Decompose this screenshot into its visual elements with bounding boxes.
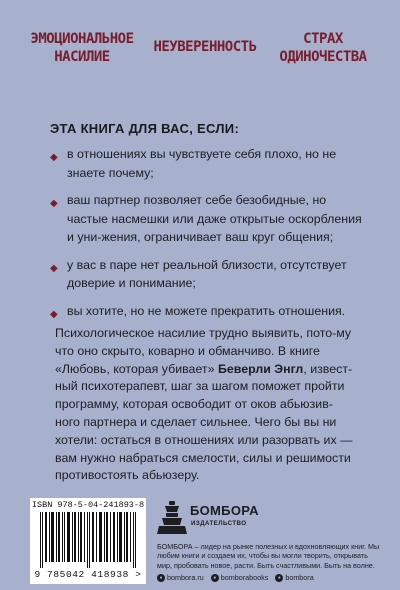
author-name: Беверли Энгл xyxy=(217,361,304,376)
tag-fear-of-loneliness xyxy=(268,30,378,66)
for-you-if-section xyxy=(50,121,370,329)
tag-line: НЕУВЕРЕННОСТЬ xyxy=(153,39,257,55)
description-part: , извест-ный психотерапевт, шаг за шагом поможет пройти программу, которая освободит от оков абьюзив-ного партнера и сделает сильнее. Чего бы вы ни хотели: остаться в отношениях или разорвать их — вам нужно набраться смелости, силы и решимости противостоять абьюзеру. xyxy=(55,361,353,483)
social-vk[interactable] xyxy=(211,573,269,582)
list-item xyxy=(50,256,370,293)
social-label: bombora.ru xyxy=(167,573,204,582)
tag-emotional-abuse xyxy=(22,30,142,66)
list-item-text: в отношениях вы чувствуете себя плохо, но не знаете почему; xyxy=(67,147,337,180)
barcode-digits: 9 785042 418938 > xyxy=(34,569,142,580)
list-item xyxy=(50,145,370,182)
tag-line: ЭМОЦИОНАЛЬНОЕ xyxy=(30,31,134,47)
list-item-text: у вас в паре нет реальной близости, отсутствует доверие и понимание; xyxy=(67,257,347,290)
tag-line: НАСИЛИЕ xyxy=(54,49,110,65)
publisher-name: БОМБОРА xyxy=(190,503,259,518)
bullet-icon: ◆ xyxy=(50,152,58,163)
list-item-text: ваш партнер позволяет себе безобидные, но частые насмешки или даже открытые оскорбления и уни-жения, ограничивает ваш круг общения; xyxy=(67,193,362,244)
description-part: Психологическое насилие трудно выявить, пото-му что оно скрыто, коварно и обманчиво. В книге «Любовь, которая убивает» xyxy=(55,326,352,376)
publisher-description: БОМБОРА – лидер на рынке полезных и вдохновляющих книг. Мы любим книги и создаем их, чтобы вы могли творить, открывать мир, пробовать новое, расти. Быть счастливыми. Быть на волне. xyxy=(157,542,380,570)
isbn-barcode xyxy=(30,498,146,584)
barcode-icon xyxy=(38,512,142,568)
social-telegram[interactable] xyxy=(275,573,313,582)
list-title: ЭТА КНИГА ДЛЯ ВАС, ЕСЛИ: xyxy=(50,121,240,136)
social-links xyxy=(157,573,387,582)
bullet-icon: ◆ xyxy=(50,262,58,274)
list-item-text: вы хотите, но не можете прекратить отношения. xyxy=(67,303,346,318)
vk-icon: ● xyxy=(211,574,219,582)
telegram-icon: ● xyxy=(275,574,283,582)
topic-tags xyxy=(0,30,400,80)
list-item xyxy=(50,191,370,247)
isbn-label: ISBN 978-5-04-241893-8 xyxy=(31,500,145,510)
tag-line: ОДИНОЧЕСТВА xyxy=(279,49,367,65)
social-label: bombora xyxy=(285,573,314,582)
globe-icon: ● xyxy=(157,574,165,582)
tag-insecurity xyxy=(150,38,260,56)
tag-line: СТРАХ xyxy=(303,31,343,47)
social-website[interactable] xyxy=(157,573,204,582)
bullet-icon: ◆ xyxy=(50,308,58,320)
bullet-icon: ◆ xyxy=(50,198,58,209)
book-description xyxy=(55,325,355,485)
list-item xyxy=(50,302,370,321)
publisher-subtitle: ИЗДАТЕЛЬСТВО xyxy=(191,520,247,527)
bombora-logo-icon xyxy=(157,501,187,535)
social-label: bomborabooks xyxy=(220,573,269,582)
